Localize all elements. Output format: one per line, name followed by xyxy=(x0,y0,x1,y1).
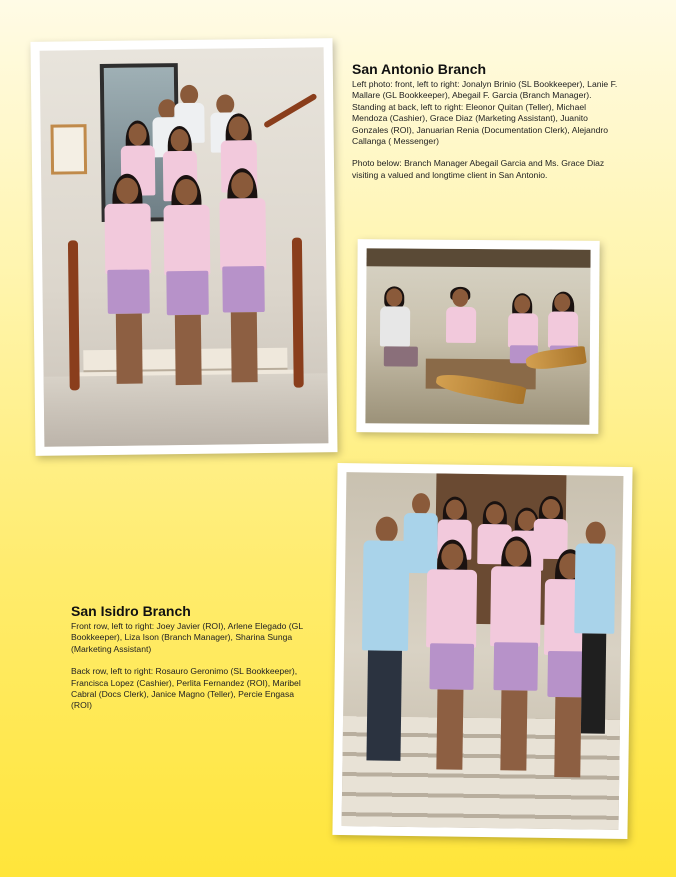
san-antonio-front-row-text: Left photo: front, left to right: Jonalyn Brinio (SL Bookkeeper), Lanie F. Mallare (GL Bookkeeper), Abegail F. Garcia (Branch Manager). xyxy=(352,79,618,101)
steps-group-image xyxy=(342,472,624,830)
san-antonio-back-row-text: Standing at back, left to right: Eleonor Quitan (Teller), Michael Mendoza (Cashier), Grace Diaz (Marketing Assistant), Juanito Gonzales (ROI), Januarian Renia (Documentation Clerk), Alejandro Callanga ( Messenger) xyxy=(352,101,609,147)
san-isidro-caption xyxy=(71,603,316,712)
left-railing-post xyxy=(68,240,80,390)
san-antonio-photo-below-text: Photo below: Branch Manager Abegail Garcia and Ms. Grace Diaz visiting a valued and longtime client in San Antonio. xyxy=(352,158,605,180)
upper-railing xyxy=(263,93,318,129)
wall-frame-decor xyxy=(50,124,87,174)
san-antonio-staff-photo xyxy=(30,38,337,456)
san-antonio-caption xyxy=(352,61,620,181)
right-railing-post xyxy=(292,238,304,388)
client-visit-image xyxy=(365,248,590,425)
staircase-group-image xyxy=(40,47,329,446)
san-isidro-staff-photo xyxy=(332,463,632,839)
san-isidro-front-row-text: Front row, left to right: Joey Javier (ROI), Arlene Elegado (GL Bookkeeper), Liza Ison (Branch Manager), Sharina Sunga (Marketing Assistant) xyxy=(71,621,303,654)
san-isidro-heading: San Isidro Branch xyxy=(71,603,191,619)
roof-decor xyxy=(366,248,590,268)
san-isidro-back-row-text: Back row, left to right: Rosauro Geronimo (SL Bookkeeper), Francisca Lopez (Cashier), Perlita Fernandez (ROI), Maribel Cabral (Docs Clerk), Janice Magno (Teller), Percie Engasa (ROI) xyxy=(71,666,301,711)
san-antonio-heading: San Antonio Branch xyxy=(352,61,487,77)
client-visit-photo xyxy=(356,239,599,434)
